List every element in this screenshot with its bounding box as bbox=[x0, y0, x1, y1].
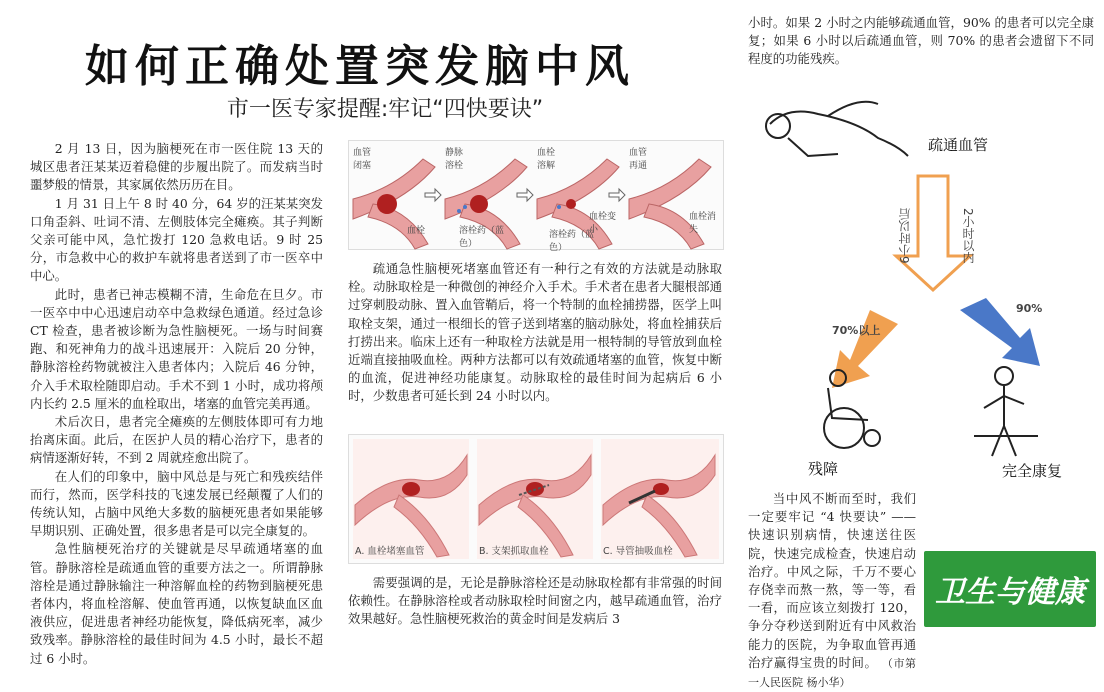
page-subtitle: 市一医专家提醒:牢记“四快要诀” bbox=[226, 97, 544, 122]
thrombolysis-illustration bbox=[349, 141, 723, 249]
page-title: 如何正确处置突发脑中风 bbox=[85, 41, 635, 92]
fig1-sublabel: 血栓 bbox=[407, 226, 426, 236]
fig1-label: 静脉溶栓 bbox=[445, 148, 464, 171]
article-column-3-top bbox=[748, 14, 1094, 72]
byline: （市第一人民医院 杨小华） bbox=[748, 656, 917, 690]
article-column-2-bottom bbox=[348, 574, 722, 632]
fig1-sublabel: 血栓消失 bbox=[689, 212, 717, 235]
paragraph: 急性脑梗死治疗的关键就是尽早疏通堵塞的血管。静脉溶栓是疏通血管的重要方法之一。所谓静脉溶栓是通过静脉输注一种溶解血栓的药物到脑梗死患者体内，将血栓溶解、使血管再通，以恢复缺血区血液供应，促进患者神经功能恢复，降低病死率，减少致残率。静脉溶栓的最佳时间为 4.5 小时，最长不超过 6 小时。 bbox=[30, 541, 323, 666]
fig3-pct-left: 70%以上 bbox=[832, 324, 881, 337]
fig3-pct-right: 90% bbox=[1016, 302, 1043, 315]
paragraph: 术后次日，患者完全瘫痪的左侧肢体即可有力地抬离床面。此后，在医护人员的精心治疗下，患者的病情逐渐好转，不到 2 周就痊愈出院了。 bbox=[30, 414, 323, 466]
article-column-1 bbox=[30, 140, 323, 666]
fig3-time-6h: 6小时以后 bbox=[898, 208, 912, 264]
paragraph: 此时，患者已神志模糊不清，生命危在旦夕。市一医卒中中心迅速启动卒中急救绿色通道。经过急诊 CT 检查，患者被诊断为急性脑梗死。一场与时间赛跑、和死神角力的战斗迅速展开：入院后 20 分钟，静脉溶栓药物就被注入患者体内；入院后 46 分钟，介入手术取栓随即启动。手术不到 1 小时，成功将颅内长约 2.5 厘米的血栓取出，堵塞的血管完美再通。 bbox=[30, 286, 323, 411]
paragraph: 疏通急性脑梗死堵塞血管还有一种行之有效的方法就是动脉取栓。动脉取栓是一种微创的神经介入手术。手术者在患者大腿根部通过穿刺股动脉、置入血管鞘后，将一个特制的血栓捕捞器，医学上叫取栓支架，通过一根细长的管子送到堵塞的脑动脉处，将血栓捕获后打捞出来。临床上还有一种取栓方法就是用一根特制的导管放到血栓近端直接抽吸血栓。两种方法都可以有效疏通堵塞的血管，恢复中断的血流，促进神经功能康复。动脉取栓的最佳时间为起病后 6 小时，少数患者可延长到 24 小时以内。 bbox=[348, 261, 722, 404]
health-column-logo: 卫生与健康 bbox=[924, 551, 1096, 627]
outcome-diagram bbox=[748, 76, 1094, 482]
fig3-top-label: 疏通血管 bbox=[928, 136, 989, 154]
outcome-illustration bbox=[748, 76, 1094, 482]
fig1-sublabel: 溶栓药（蓝色） bbox=[549, 230, 595, 253]
fig3-time-2h: 2小时以内 bbox=[961, 208, 975, 264]
paragraph: 2 月 13 日，因为脑梗死在市一医住院 13 天的城区患者汪某某迈着稳健的步履出院了。而发病当时噩梦般的情景，其家属依然历历在目。 bbox=[30, 141, 323, 193]
paragraph: 需要强调的是，无论是静脉溶栓还是动脉取栓都有非常强的时间依赖性。在静脉溶栓或者动脉取栓时间窗之内，越早疏通血管，治疗效果越好。急性脑梗死救治的黄金时间是发病后 3 bbox=[348, 575, 722, 627]
fig1-sublabel: 血栓变小 bbox=[589, 212, 617, 235]
paragraph: 小时。如果 2 小时之内能够疏通血管，90% 的患者可以完全康复；如果 6 小时以后疏通血管，则 70% 的患者会遗留下不同程度的功能残疾。 bbox=[748, 15, 1094, 67]
fig3-outcome-right: 完全康复 bbox=[1002, 462, 1063, 480]
fig2-caption: A. 血栓堵塞血管 bbox=[355, 546, 425, 557]
article-column-2-mid bbox=[348, 260, 722, 418]
fig1-label: 血管再通 bbox=[629, 148, 648, 171]
fig1-sublabel: 溶栓药（蓝色） bbox=[459, 226, 505, 249]
fig2-caption: B. 支架抓取血栓 bbox=[479, 546, 549, 557]
closing-paragraph: 当中风不断而至时，我们一定要牢记 “4 快要诀” ——快速识别病情，快速送往医院，快速完成检查，快速启动治疗。中风之际，千万不要心存侥幸而熬一熬，等一等，看一看，而应该立刻拨打 120，争分夺秒送到附近有中风救治能力的医院，为争取血管再通治疗赢得宝贵的时间。 bbox=[748, 491, 916, 670]
paragraph: 在人们的印象中，脑中风总是与死亡和残疾结伴而行，然而，医学科技的飞速发展已经颠覆了人们的传统认知，占脑中风绝大多数的脑梗死患者如果能够早期识别、正确处置，很多患者是可以完全康复的。 bbox=[30, 468, 323, 539]
fig1-label: 血栓溶解 bbox=[537, 148, 556, 171]
fig2-caption: C. 导管抽吸血栓 bbox=[603, 546, 673, 557]
fig1-label: 血管闭塞 bbox=[353, 148, 372, 171]
fig3-outcome-left: 残障 bbox=[808, 460, 839, 478]
paragraph: 1 月 31 日上午 8 时 40 分，64 岁的汪某某突发口角歪斜、吐词不清、左侧肢体完全瘫痪。其子判断父亲可能中风，急忙拨打 120 急救电话。9 时 25 分，市急救中心的救护车就将患者送到了市一医卒中中心。 bbox=[30, 195, 323, 284]
thrombolysis-diagram bbox=[348, 140, 724, 253]
thrombectomy-diagram bbox=[348, 434, 724, 564]
